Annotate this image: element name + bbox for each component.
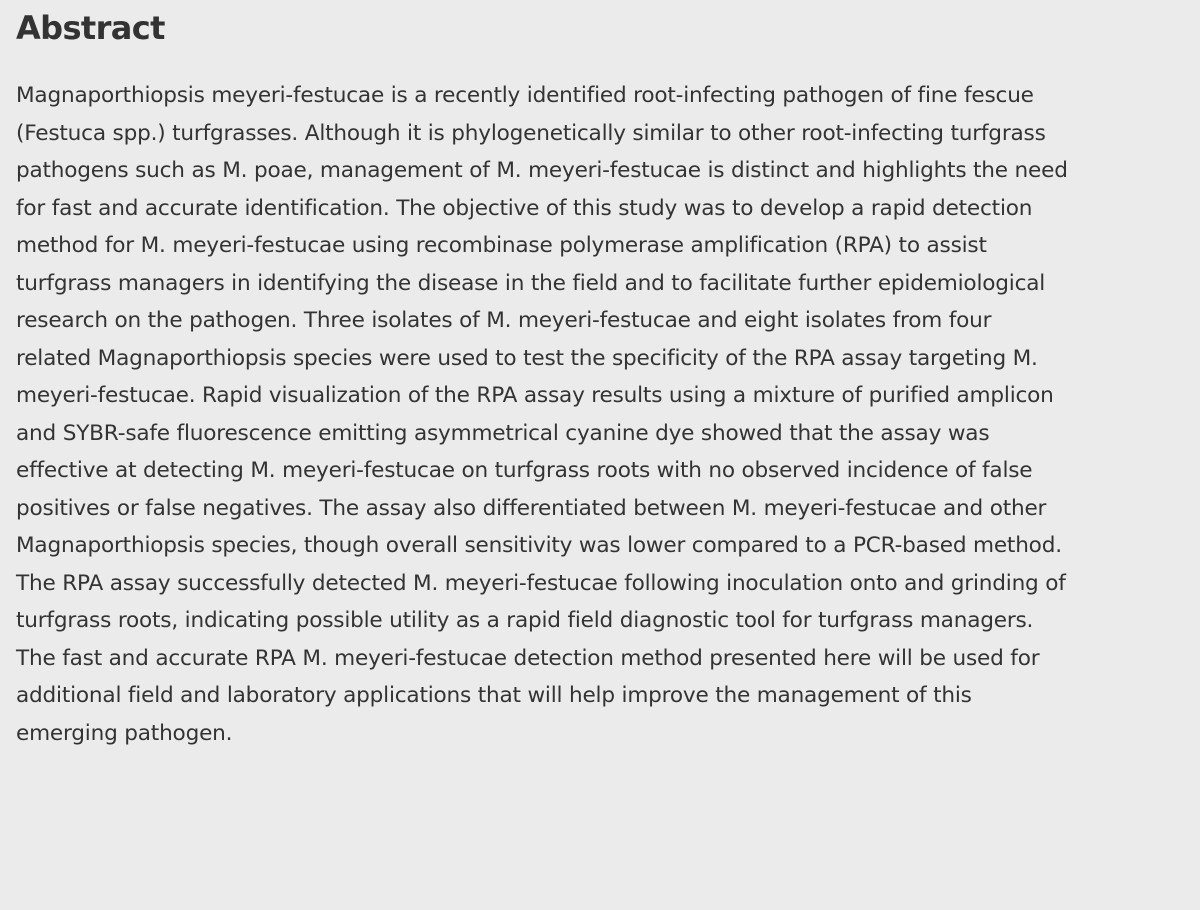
abstract-line: related Magnaporthiopsis species were used to test the specificity of the RPA assay targeting M. [16,345,1038,371]
abstract-line: Magnaporthiopsis meyeri-festucae is a recently identified root-infecting pathogen of fine fescue [16,83,1034,108]
abstract-line: method for M. meyeri-festucae using recombinase polymerase amplification (RPA) to assist [16,233,987,258]
abstract-line: Magnaporthiopsis species, though overall sensitivity was lower compared to a PCR-based method. [16,533,1062,558]
abstract-line: The RPA assay successfully detected M. meyeri-festucae following inoculation onto and grinding of [16,570,1066,596]
abstract-line: pathogens such as M. poae, management of M. meyeri-festucae is distinct and highlights the need [16,158,1068,183]
abstract-line: research on the pathogen. Three isolates of M. meyeri-festucae and eight isolates from four [16,308,992,333]
abstract-line: turfgrass roots, indicating possible utility as a rapid field diagnostic tool for turfgrass managers. [16,608,1034,633]
abstract-line: for fast and accurate identification. The objective of this study was to develop a rapid detection [16,195,1033,221]
abstract-line: emerging pathogen. [16,720,233,746]
abstract-line: The fast and accurate RPA M. meyeri-festucae detection method presented here will be used for [16,645,1040,671]
abstract-line: and SYBR-safe fluorescence emitting asymmetrical cyanine dye showed that the assay was [16,420,990,446]
abstract-heading: Abstract [16,9,165,47]
abstract-text [16,77,1184,897]
abstract-line: effective at detecting M. meyeri-festucae on turfgrass roots with no observed incidence of false [16,458,1033,483]
abstract-line: meyeri-festucae. Rapid visualization of the RPA assay results using a mixture of purified amplicon [16,383,1054,408]
abstract-line: additional field and laboratory applications that will help improve the management of this [16,683,972,708]
abstract-line: turfgrass managers in identifying the disease in the field and to facilitate further epidemiological [16,270,1046,296]
abstract-line: (Festuca spp.) turfgrasses. Although it is phylogenetically similar to other root-infecting turfgrass [16,120,1046,146]
abstract-line: positives or false negatives. The assay also differentiated between M. meyeri-festucae and other [16,495,1047,521]
